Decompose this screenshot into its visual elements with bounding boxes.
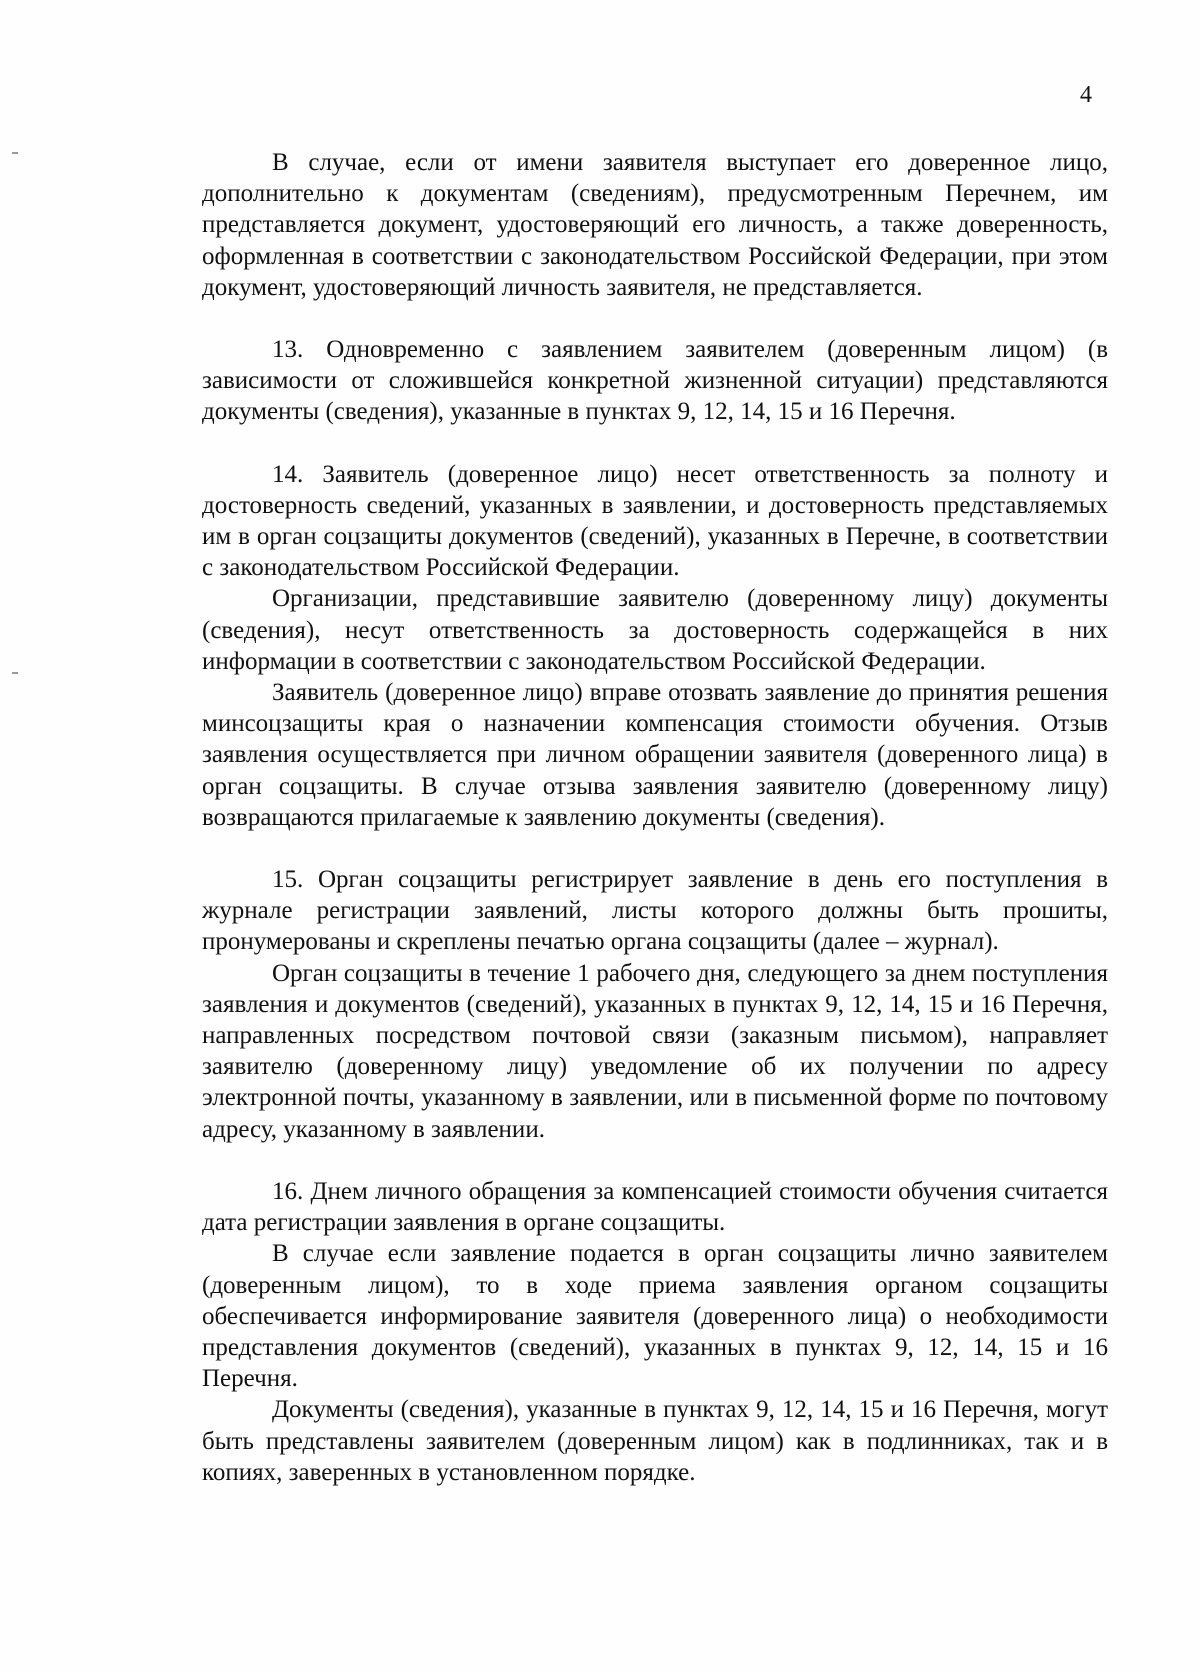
paragraph-item-14: 14. Заявитель (доверенное лицо) несет ответственность за полноту и достоверность сведений, указанных в заявлении, и достоверность представляемых им в орган соцзащиты документов (сведений), указанных в Перечне, в соответствии с законодательством Российской Федерации. — [202, 460, 1108, 582]
paragraph-copies: Документы (сведения), указанные в пунктах 9, 12, 14, 15 и 16 Перечня, могут быть представлены заявителем (доверенным лицом) как в подлинниках, так и в копиях, заверенных в установленном порядке. — [202, 1396, 1108, 1486]
paragraph-item-15: 15. Орган соцзащиты регистрирует заявление в день его поступления в журнале регистрации заявлений, листы которого должны быть прошиты, пронумерованы и скреплены печатью органа соцзащиты (далее – журнал). — [202, 866, 1108, 956]
paragraph-withdrawal: Заявитель (доверенное лицо) вправе отозвать заявление до принятия решения минсоцзащиты края о назначении компенсация стоимости обучения. Отзыв заявления осуществляется при личном обращении заявителя (доверенного лица) в орган соцзащиты. В случае отзыва заявления заявителю (доверенному лицу) возвращаются прилагаемые к заявлению документы (сведения). — [202, 679, 1108, 831]
paragraph-notification: Орган соцзащиты в течение 1 рабочего дня, следующего за днем поступления заявления и документов (сведений), указанных в пунктах 9, 12, 14, 15 и 16 Перечня, направленных посредством почтовой связи (заказным письмом), направляет заявителю (доверенному лицу) уведомление об их получении по адресу электронной почты, указанному в заявлении, или в письменной форме по почтовому адресу, указанному в заявлении. — [202, 959, 1108, 1143]
paragraph-organizations-responsibility: Организации, представившие заявителю (доверенному лицу) документы (сведения), несут ответственность за достоверность содержащейся в них информации в соответствии с законодательством Российской Федерации. — [202, 585, 1108, 675]
paragraph-proxy-documents: В случае, если от имени заявителя выступает его доверенное лицо, дополнительно к документам (сведениям), предусмотренным Перечнем, им представляется документ, удостоверяющий его личность, а также доверенность, оформленная в соответствии с законодательством Российской Федерации, при этом документ, удостоверяющий личность заявителя, не представляется. — [202, 149, 1108, 301]
paragraph-item-13: 13. Одновременно с заявлением заявителем (доверенным лицом) (в зависимости от сложившейся конкретной жизненной ситуации) представляются документы (сведения), указанные в пунктах 9, 12, 14, 15 и 16 Перечня. — [202, 336, 1108, 426]
document-body — [202, 147, 1108, 1488]
paragraph-item-16: 16. Днем личного обращения за компенсацией стоимости обучения считается дата регистрации заявления в органе соцзащиты. — [202, 1177, 1108, 1237]
paragraph-informing: В случае если заявление подается в орган соцзащиты лично заявителем (доверенным лицом), то в ходе приема заявления органом соцзащиты обеспечивается информирование заявителя (доверенного лица) о необходимости представления документов (сведений), указанных в пунктах 9, 12, 14, 15 и 16 Перечня. — [202, 1240, 1108, 1393]
scan-mark — [12, 672, 18, 674]
scan-mark — [12, 152, 18, 154]
page-number: 4 — [1080, 82, 1092, 108]
